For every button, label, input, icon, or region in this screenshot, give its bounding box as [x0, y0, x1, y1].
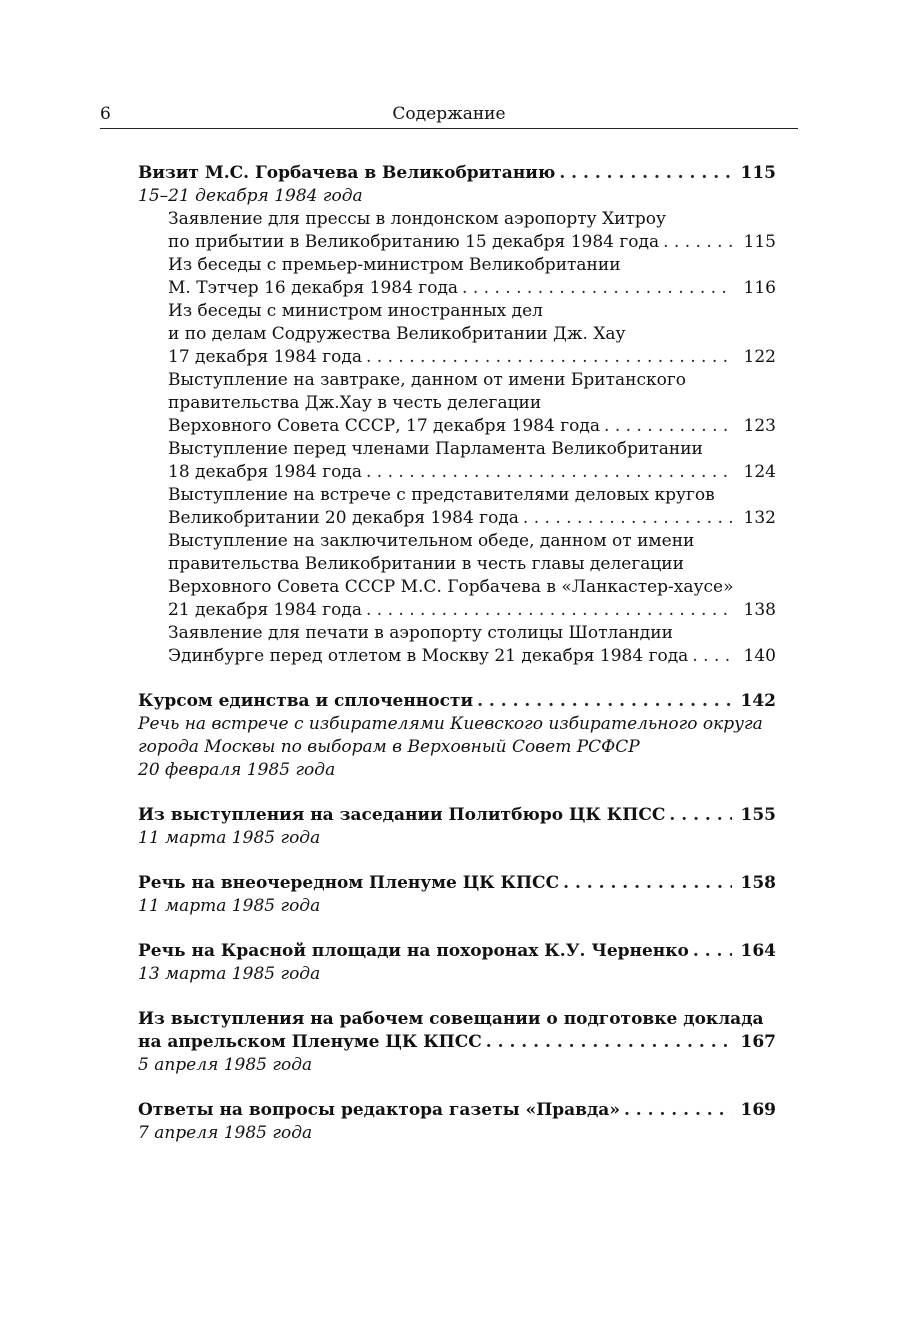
- dot-leader: [477, 690, 732, 713]
- toc-leader-line: [168, 231, 776, 254]
- page-reference: 167: [740, 1032, 776, 1052]
- toc-leader-line: [138, 1099, 776, 1122]
- entry-date: города Москвы по выборам в Верховный Совет РСФСР: [138, 737, 640, 757]
- subentry-text: правительства Великобритании в честь главы делегации: [168, 554, 684, 574]
- toc-leader-line: [168, 461, 776, 484]
- entry-spacer: [138, 668, 776, 690]
- toc-subentry: [138, 254, 776, 300]
- entry-spacer: [138, 782, 776, 804]
- subentry-text: Из беседы с премьер-министром Великобритании: [168, 255, 621, 275]
- table-of-contents: [138, 162, 776, 1145]
- toc-leader-line: [138, 804, 776, 827]
- page-reference: 169: [740, 1100, 776, 1120]
- dot-leader: [559, 162, 732, 185]
- entry-title: Визит М.С. Горбачева в Великобританию: [138, 163, 556, 183]
- subentry-text: Заявление для прессы в лондонском аэропорту Хитроу: [168, 209, 667, 229]
- entry-spacer: [138, 918, 776, 940]
- subentry-text: по прибытии в Великобританию 15 декабря 1984 года: [168, 232, 660, 252]
- subentry-text: 18 декабря 1984 года: [168, 462, 362, 482]
- toc-leader-line: [138, 872, 776, 895]
- toc-leader-line: [138, 940, 776, 963]
- dot-leader: [486, 1031, 732, 1054]
- toc-leader-line: [168, 346, 776, 369]
- dot-leader: [462, 277, 732, 300]
- toc-subentry: [138, 369, 776, 438]
- entry-title: Курсом единства и сплоченности: [138, 691, 474, 711]
- subentry-text: Заявление для печати в аэропорту столицы Шотландии: [168, 623, 673, 643]
- dot-leader: [693, 940, 732, 963]
- toc-entry: [138, 804, 776, 850]
- running-title: Содержание: [392, 104, 506, 124]
- page-reference: 124: [743, 462, 776, 482]
- subentry-text: правительства Дж.Хау в честь делегации: [168, 393, 542, 413]
- entry-spacer: [138, 986, 776, 1008]
- dot-leader: [366, 599, 732, 622]
- entry-date: 11 марта 1985 года: [138, 828, 321, 848]
- toc-leader-line: [168, 599, 776, 622]
- dot-leader: [366, 461, 732, 484]
- page-reference: 116: [743, 278, 776, 298]
- toc-leader-line: [138, 162, 776, 185]
- page-reference: 138: [743, 600, 776, 620]
- toc-leader-line: [138, 690, 776, 713]
- toc-subentry: [138, 208, 776, 254]
- toc-entry: [138, 940, 776, 986]
- entry-title: Ответы на вопросы редактора газеты «Правда»: [138, 1100, 620, 1120]
- page-reference: 158: [740, 873, 776, 893]
- subentry-text: Верховного Совета СССР, 17 декабря 1984 года: [168, 416, 601, 436]
- toc-entry: [138, 1008, 776, 1077]
- subentry-text: и по делам Содружества Великобритании Дж. Хау: [168, 324, 626, 344]
- subentry-text: Верховного Совета СССР М.С. Горбачева в «Ланкастер-хаусе»: [168, 577, 734, 597]
- page-reference: 115: [743, 232, 776, 252]
- toc-subentry: [138, 530, 776, 622]
- page-reference: 122: [743, 347, 776, 367]
- entry-title: Из выступления на рабочем совещании о подготовке доклада: [138, 1009, 764, 1029]
- toc-subentry: [138, 438, 776, 484]
- subentry-text: Выступление на встрече с представителями деловых кругов: [168, 485, 715, 505]
- dot-leader: [523, 507, 732, 530]
- entry-title: Речь на Красной площади на похоронах К.У. Черненко: [138, 941, 689, 961]
- subentry-text: Выступление на заключительном обеде, данном от имени: [168, 531, 695, 551]
- subentry-text: Эдинбурге перед отлетом в Москву 21 декабря 1984 года: [168, 646, 689, 666]
- subentry-text: 21 декабря 1984 года: [168, 600, 362, 620]
- page-number: 6: [100, 104, 111, 124]
- subentry-text: М. Тэтчер 16 декабря 1984 года: [168, 278, 459, 298]
- entry-date: 13 марта 1985 года: [138, 964, 321, 984]
- page-reference: 164: [740, 941, 776, 961]
- subentry-text: Выступление на завтраке, данном от имени Британского: [168, 370, 686, 390]
- entry-title: Речь на внеочередном Пленуме ЦК КПСС: [138, 873, 560, 893]
- entry-date: 20 февраля 1985 года: [138, 760, 336, 780]
- subentry-text: 17 декабря 1984 года: [168, 347, 362, 367]
- toc-leader-line: [168, 507, 776, 530]
- toc-subentry: [138, 484, 776, 530]
- toc-leader-line: [168, 277, 776, 300]
- subentry-text: Из беседы с министром иностранных дел: [168, 301, 543, 321]
- subentry-text: Великобритании 20 декабря 1984 года: [168, 508, 519, 528]
- toc-subentry: [138, 300, 776, 369]
- entry-title: на апрельском Пленуме ЦК КПСС: [138, 1032, 482, 1052]
- toc-leader-line: [168, 645, 776, 668]
- dot-leader: [563, 872, 732, 895]
- toc-entry: [138, 162, 776, 668]
- toc-entry: [138, 872, 776, 918]
- entry-date: 7 апреля 1985 года: [138, 1123, 313, 1143]
- dot-leader: [692, 645, 732, 668]
- entry-spacer: [138, 850, 776, 872]
- entry-title: Из выступления на заседании Политбюро ЦК КПСС: [138, 805, 666, 825]
- dot-leader: [604, 415, 732, 438]
- toc-entry: [138, 690, 776, 782]
- page-reference: 123: [743, 416, 776, 436]
- entry-spacer: [138, 1077, 776, 1099]
- page-reference: 142: [740, 691, 776, 711]
- page-reference: 140: [743, 646, 776, 666]
- toc-subentry: [138, 622, 776, 668]
- dot-leader: [624, 1099, 732, 1122]
- toc-entry: [138, 1099, 776, 1145]
- page-reference: 155: [740, 805, 776, 825]
- dot-leader: [366, 346, 732, 369]
- dot-leader: [669, 804, 732, 827]
- entry-date: 5 апреля 1985 года: [138, 1055, 313, 1075]
- entry-date: Речь на встрече с избирателями Киевского избирательного округа: [138, 714, 763, 734]
- page-reference: 115: [740, 163, 776, 183]
- entry-date: 15–21 декабря 1984 года: [138, 186, 363, 206]
- entry-date: 11 марта 1985 года: [138, 896, 321, 916]
- page-reference: 132: [743, 508, 776, 528]
- toc-leader-line: [138, 1031, 776, 1054]
- page-header: [100, 104, 798, 129]
- toc-leader-line: [168, 415, 776, 438]
- subentry-text: Выступление перед членами Парламента Великобритании: [168, 439, 703, 459]
- dot-leader: [663, 231, 732, 254]
